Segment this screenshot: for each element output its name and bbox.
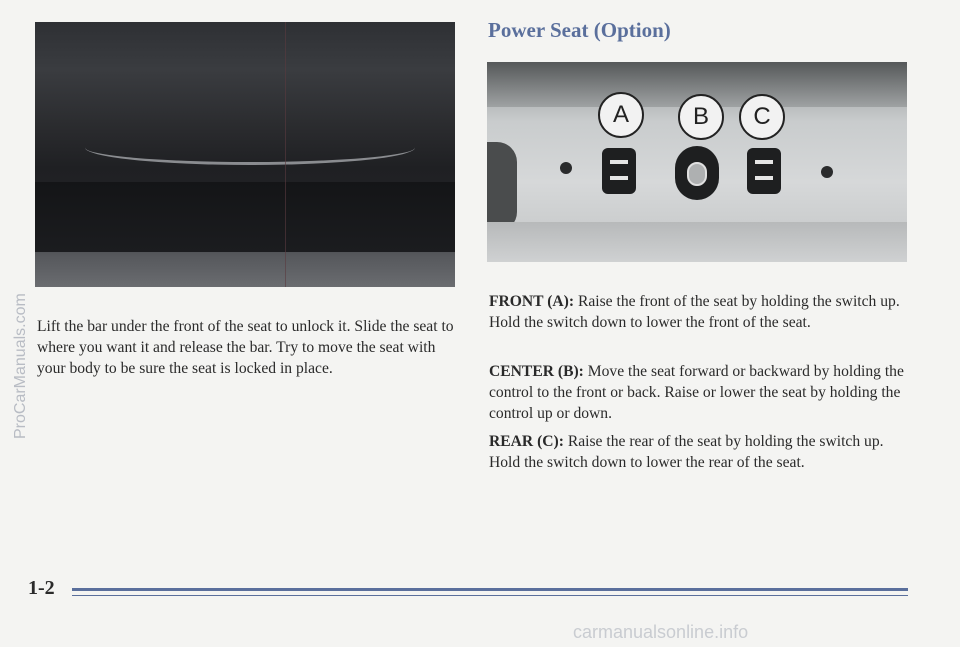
side-watermark (6, 230, 29, 440)
center-control-knob-icon (675, 146, 719, 200)
side-shadow (487, 142, 517, 232)
adjuster-bar (85, 144, 415, 165)
label-c-badge: C (739, 94, 785, 140)
front-switch-icon (602, 148, 636, 194)
rear-c-text: Raise the rear of the seat by holding the switch up. Hold the switch down to lower the rear of the seat. (489, 433, 884, 471)
page-crease (285, 22, 286, 287)
rear-c-paragraph (489, 431, 914, 473)
section-heading: Power Seat (Option) (488, 18, 671, 42)
front-a-term: FRONT (A): (489, 293, 575, 310)
footer-rule-thick (72, 588, 908, 591)
power-seat-controls-photo (487, 62, 907, 262)
panel-lower-band (487, 222, 907, 262)
side-watermark-text: ProCarManuals.com (12, 293, 29, 439)
screw-dot-right (821, 166, 833, 178)
seat-shadow (35, 182, 455, 252)
center-b-text: Move the seat forward or backward by holding the control to the front or back. Raise or lower the seat by holding the control up or down. (489, 363, 904, 422)
label-a-badge: A (598, 92, 644, 138)
rear-c-term: REAR (C): (489, 433, 564, 450)
seat-bar-photo (35, 22, 455, 287)
manual-seat-paragraph: Lift the bar under the front of the seat to unlock it. Slide the seat to where you want it and release the bar. Try to move the seat with your body to be sure the seat is locked in place. (37, 318, 454, 377)
label-b-badge: B (678, 94, 724, 140)
front-a-paragraph (489, 291, 914, 333)
center-b-paragraph (489, 361, 914, 424)
page-number: 1-2 (28, 577, 55, 599)
bottom-watermark: carmanualsonline.info (573, 622, 749, 642)
rear-switch-icon (747, 148, 781, 194)
front-a-text: Raise the front of the seat by holding the switch up. Hold the switch down to lower the front of the seat. (489, 293, 900, 331)
center-b-term: CENTER (B): (489, 363, 584, 380)
footer-rule-thin (72, 595, 908, 596)
screw-dot-left (560, 162, 572, 174)
